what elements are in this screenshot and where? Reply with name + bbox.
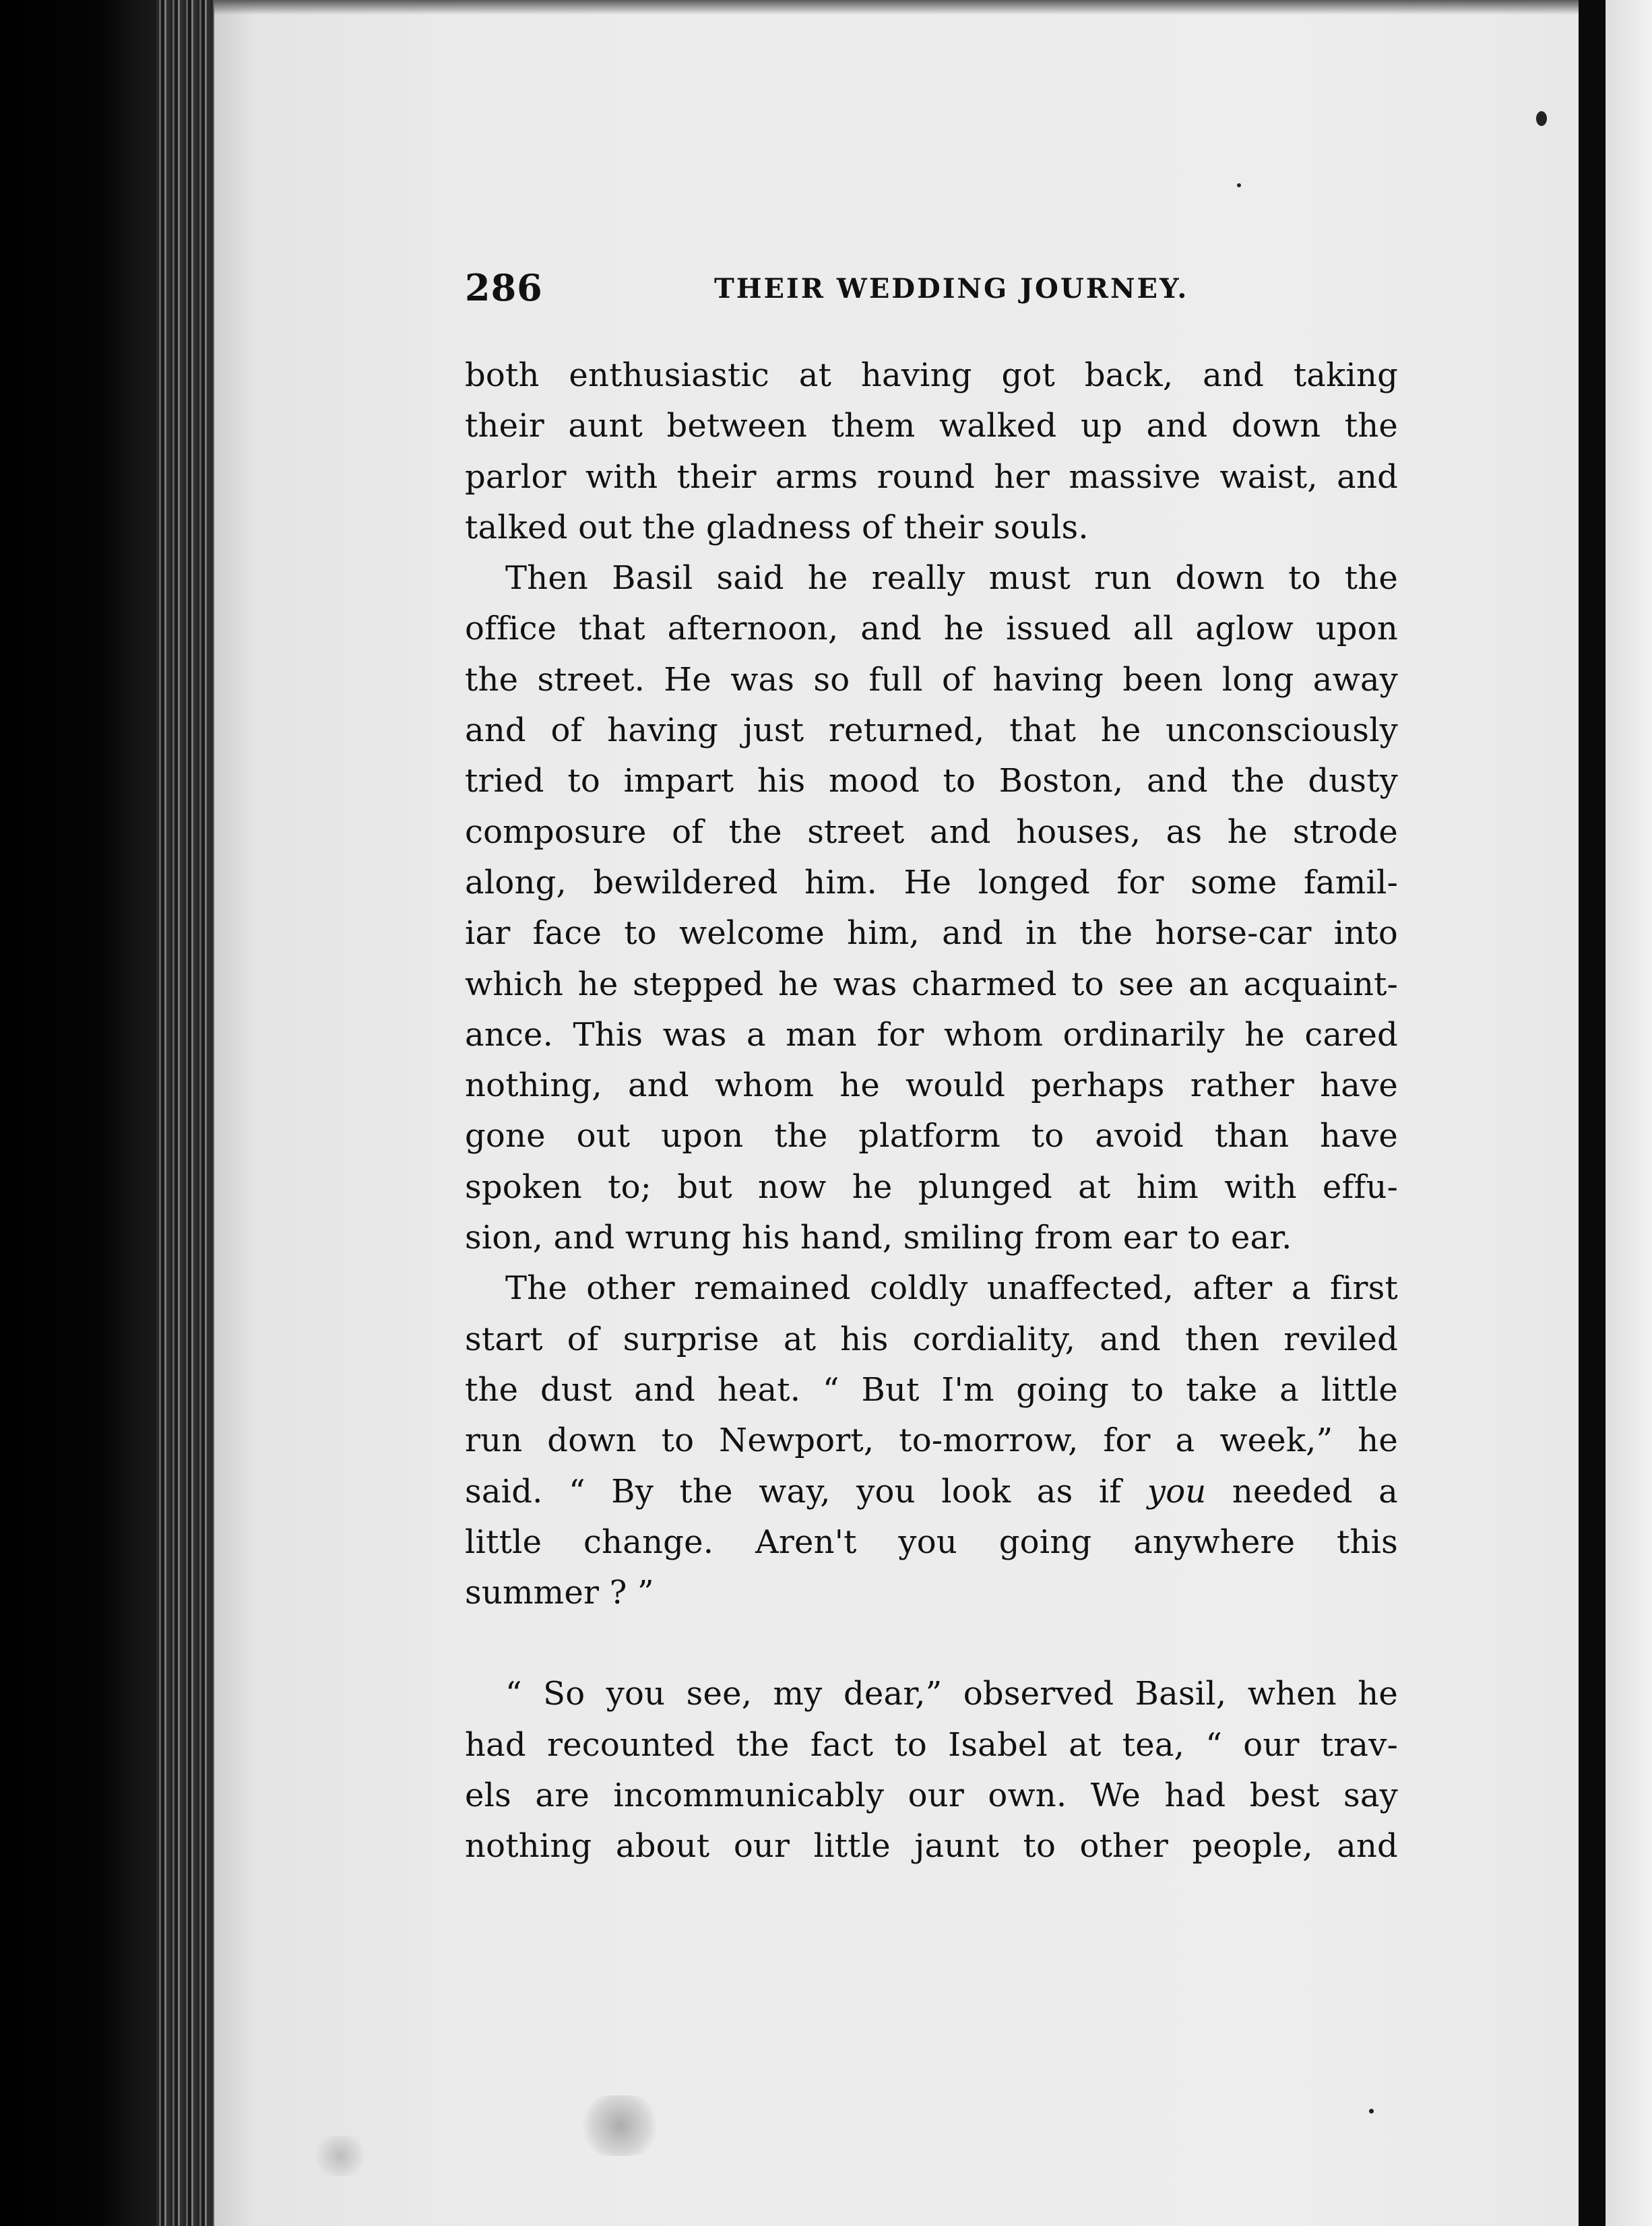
text-line: office that afternoon, and he issued all aglow upon [465,610,1398,648]
text-line: and of having just returned, that he unconsciously [465,711,1398,750]
text-line: tried to impart his mood to Boston, and the dusty [465,762,1398,800]
text-line: sion, and wrung his hand, smiling from ear to ear. [465,1219,1292,1257]
ink-speck [1369,2109,1374,2113]
text-line: parlor with their arms round her massive waist, and [465,457,1398,496]
ink-speck [1536,111,1547,126]
page-top-shadow [214,0,1579,15]
text-line: along, bewildered him. He longed for some famil- [465,863,1398,901]
text-line: nothing, and whom he would perhaps rather have [465,1067,1398,1105]
running-head [465,266,1395,320]
text-line: composure of the street and houses, as he strode [465,813,1398,851]
paper-wear-mark [310,2136,371,2176]
text-line-with-italic [465,1467,1398,1517]
text-line: spoken to; but now he plunged at him with effu- [465,1168,1398,1206]
text-line: their aunt between them walked up and down the [465,407,1398,445]
page-number: 286 [465,266,543,309]
text-line-head: said. “ By the way, you look as if [465,1472,1122,1510]
text-line: which he stepped he was charmed to see an acquaint- [465,965,1398,1003]
text-line: start of surprise at his cordiality, and then reviled [465,1320,1398,1358]
text-line: “ So you see, my dear,” observed Basil, when he [505,1675,1398,1713]
book-spine-edge [0,0,156,2226]
text-line: the dust and heat. “ But I'm going to take a little [465,1370,1398,1409]
running-title: THEIR WEDDING JOURNEY. [714,273,1189,305]
text-line: Then Basil said he really must run down to the [505,559,1398,598]
text-line: els are incommunicably our own. We had best say [465,1777,1398,1815]
page-edges-stack [156,0,217,2226]
text-line: nothing about our little jaunt to other people, and [465,1827,1398,1866]
paper-wear-mark [579,2095,660,2156]
text-line: talked out the gladness of their souls. [465,508,1089,546]
italic-word: you [1147,1472,1207,1510]
text-line: little change. Aren't you going anywhere this [465,1523,1398,1561]
text-line: summer ? ” [465,1574,654,1612]
text-line: gone out upon the platform to avoid than have [465,1117,1398,1155]
text-line: had recounted the fact to Isabel at tea, “ our trav- [465,1725,1398,1764]
text-line: run down to Newport, to-morrow, for a week,” he [465,1422,1398,1460]
text-line: ance. This was a man for whom ordinarily he cared [465,1015,1398,1054]
text-line-tail: needed a [1232,1472,1398,1510]
body-text [465,350,1398,1872]
text-line: The other remained coldly unaffected, after a first [505,1269,1398,1308]
facing-page-edge [1606,0,1652,2226]
text-line: iar face to welcome him, and in the horse-car into [465,914,1398,953]
ink-speck [1237,183,1241,187]
right-gutter [1579,0,1606,2226]
text-line: both enthusiastic at having got back, and taking [465,356,1398,394]
section-break [465,1618,1398,1669]
text-line: the street. He was so full of having been long away [465,660,1398,699]
